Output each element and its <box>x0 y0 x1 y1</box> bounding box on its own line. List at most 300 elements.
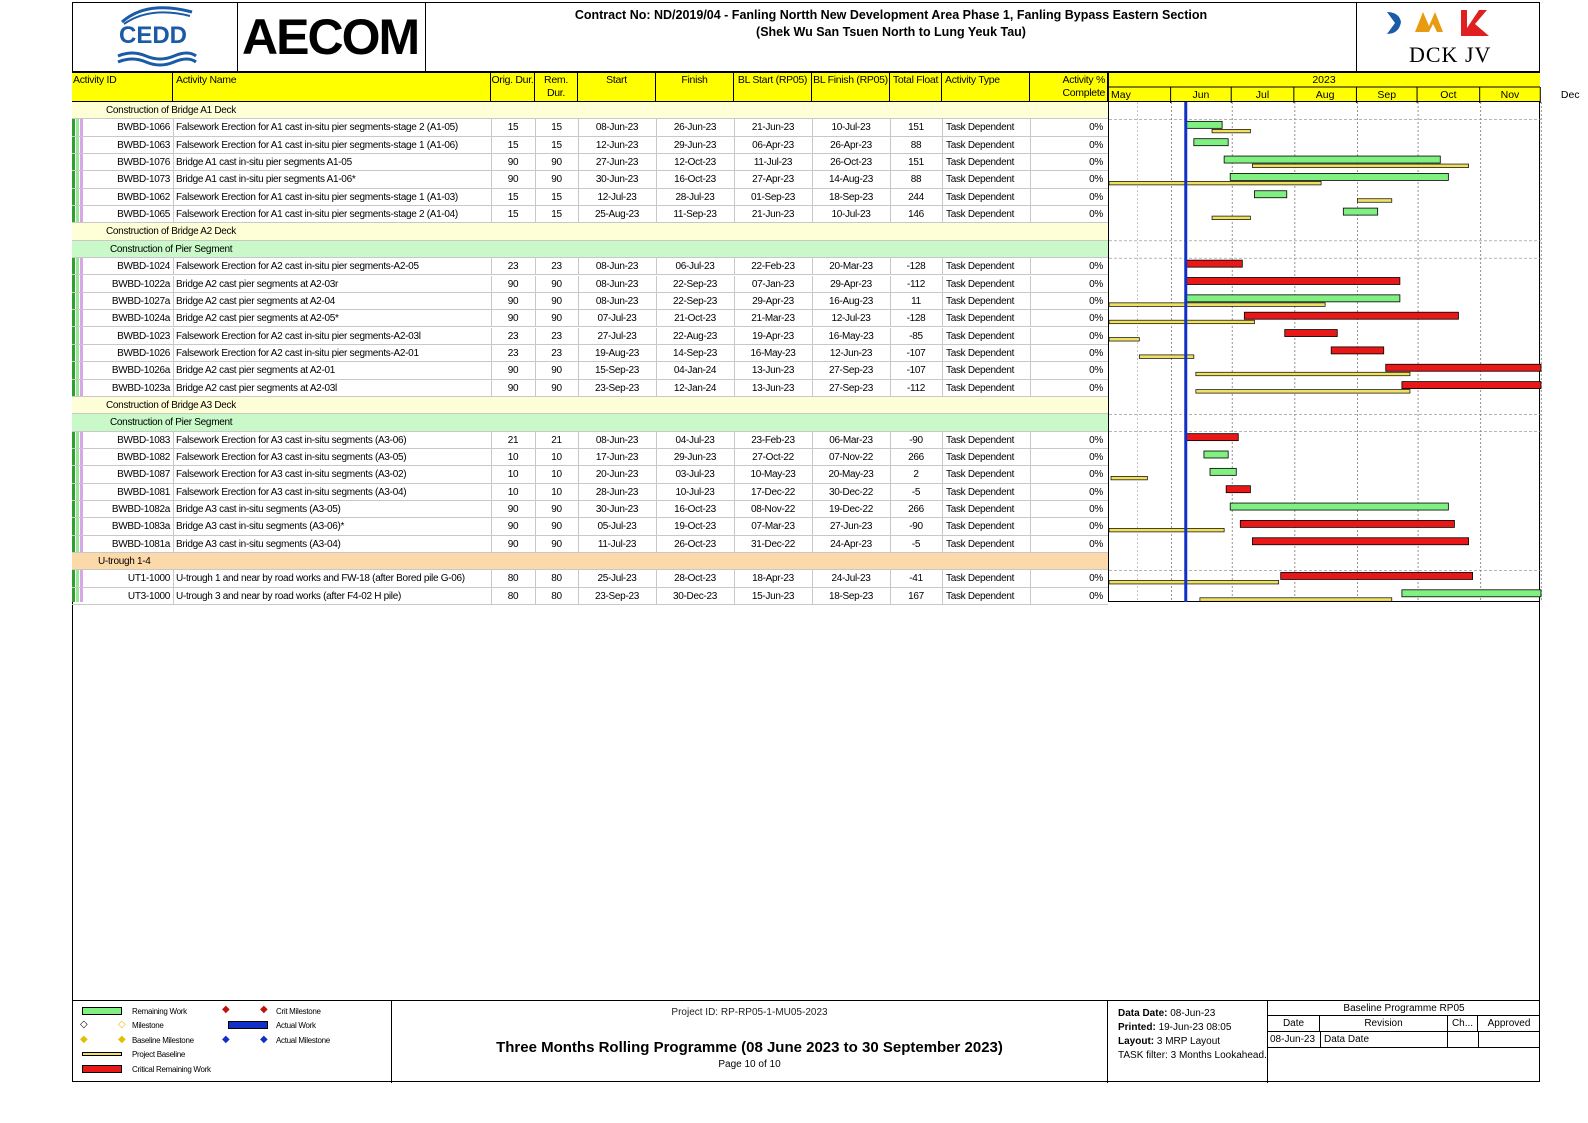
column-divider <box>890 362 891 379</box>
critical-bar <box>1186 434 1239 441</box>
column-divider <box>578 432 579 449</box>
column-divider <box>942 466 943 483</box>
month-label: Jul <box>1255 89 1270 101</box>
finish-cell: 04-Jan-24 <box>673 365 717 377</box>
column-divider <box>173 484 174 501</box>
wbs-group-row[interactable] <box>72 414 1108 431</box>
activity-id-cell: BWBD-1023 <box>117 330 170 342</box>
column-divider <box>491 206 492 223</box>
column-divider <box>535 588 536 605</box>
start-cell: 08-Jun-23 <box>595 278 639 290</box>
column-divider <box>535 119 536 136</box>
bl-start-cell: 10-May-23 <box>750 469 796 481</box>
column-divider <box>578 171 579 188</box>
activity-name-cell: Bridge A2 cast pier segments at A2-05* <box>176 313 339 325</box>
table-row[interactable] <box>72 501 1108 518</box>
table-row[interactable] <box>72 466 1108 483</box>
baseline-bar <box>1212 129 1250 133</box>
column-divider <box>734 518 735 535</box>
complete-cell: 0% <box>1089 452 1103 463</box>
column-divider <box>890 466 891 483</box>
activity-type-cell: Task Dependent <box>946 313 1015 325</box>
rev-header-approved: Approved <box>1487 1018 1531 1029</box>
col-activity-name[interactable]: Activity Name <box>173 73 491 103</box>
activity-id-cell: BWBD-1082 <box>117 452 170 463</box>
total-float-cell: -107 <box>906 347 926 359</box>
column-divider <box>491 293 492 310</box>
table-row[interactable] <box>72 570 1108 587</box>
column-divider <box>890 171 891 188</box>
finish-cell: 14-Sep-23 <box>673 347 717 359</box>
bl-finish-cell: 27-Sep-23 <box>829 365 873 377</box>
activity-name-cell: Bridge A2 cast pier segments at A2-04 <box>176 295 335 307</box>
column-divider <box>942 293 943 310</box>
remaining-bar <box>1186 121 1222 128</box>
bl-finish-cell: 18-Sep-23 <box>829 590 873 602</box>
activity-name-cell: Falsework Erection for A3 cast in-situ segments (A3-05) <box>176 452 407 463</box>
column-divider <box>1030 328 1031 345</box>
table-row[interactable] <box>72 293 1108 310</box>
bl-start-cell: 31-Dec-22 <box>751 538 795 550</box>
orig-dur-cell: 80 <box>507 590 519 602</box>
table-row[interactable] <box>72 380 1108 397</box>
bl-start-cell: 23-Feb-23 <box>751 434 795 446</box>
orig-dur-cell: 15 <box>507 209 519 221</box>
col-complete[interactable]: Activity % Complete <box>1030 73 1108 103</box>
legend-remaining-label: Remaining Work <box>132 1007 187 1016</box>
table-row[interactable] <box>72 206 1108 223</box>
bl-finish-cell: 16-May-23 <box>828 330 874 342</box>
baseline-bar <box>1109 181 1321 185</box>
col-total-float[interactable]: Total Float <box>890 73 942 103</box>
column-divider <box>578 449 579 466</box>
orig-dur-cell: 23 <box>507 347 519 359</box>
column-divider <box>656 484 657 501</box>
finish-cell: 29-Jun-23 <box>673 452 717 463</box>
task-filter: TASK filter: 3 Months Lookahead. <box>1118 1050 1267 1061</box>
column-divider <box>535 206 536 223</box>
table-row[interactable] <box>72 171 1108 188</box>
column-divider <box>535 432 536 449</box>
table-row[interactable] <box>72 484 1108 501</box>
column-divider <box>942 518 943 535</box>
column-divider <box>812 206 813 223</box>
orig-dur-cell: 90 <box>507 521 519 533</box>
finish-cell: 12-Jan-24 <box>673 382 717 394</box>
table-row[interactable] <box>72 310 1108 327</box>
legend-box <box>72 1001 392 1083</box>
wbs-group-row[interactable] <box>72 553 1108 570</box>
orig-dur-cell: 90 <box>507 174 519 186</box>
bl-start-cell: 07-Mar-23 <box>751 521 795 533</box>
column-divider <box>656 276 657 293</box>
finish-cell: 12-Oct-23 <box>674 157 716 169</box>
table-row[interactable] <box>72 119 1108 136</box>
bl-start-cell: 06-Apr-23 <box>752 139 794 151</box>
col-start[interactable]: Start <box>578 73 656 103</box>
baseline-bar <box>1196 390 1410 394</box>
column-divider <box>812 380 813 397</box>
table-row[interactable] <box>72 137 1108 154</box>
column-divider <box>491 518 492 535</box>
column-divider <box>1030 258 1031 275</box>
finish-cell: 11-Sep-23 <box>673 209 717 221</box>
orig-dur-cell: 90 <box>507 365 519 377</box>
start-cell: 08-Jun-23 <box>595 122 639 134</box>
column-divider <box>578 206 579 223</box>
complete-cell: 0% <box>1089 191 1103 203</box>
column-divider <box>890 119 891 136</box>
bl-start-cell: 27-Oct-22 <box>752 452 794 463</box>
data-date: 08-Jun-23 <box>1170 1008 1216 1019</box>
column-divider <box>578 119 579 136</box>
baseline-bar <box>1357 199 1391 203</box>
column-divider <box>656 171 657 188</box>
total-float-cell: 244 <box>908 191 924 203</box>
table-row[interactable] <box>72 189 1108 206</box>
column-divider <box>173 432 174 449</box>
col-finish[interactable]: Finish <box>656 73 734 103</box>
bl-finish-cell: 24-Jul-23 <box>831 573 871 585</box>
column-divider <box>1030 380 1031 397</box>
activity-type-cell: Task Dependent <box>946 278 1015 290</box>
column-divider <box>812 328 813 345</box>
critical-bar <box>1281 572 1473 579</box>
column-divider <box>812 276 813 293</box>
column-divider <box>173 588 174 605</box>
table-row[interactable] <box>72 518 1108 535</box>
column-divider <box>491 328 492 345</box>
column-divider <box>491 449 492 466</box>
column-divider <box>1030 206 1031 223</box>
aecom-logo: AECOM <box>238 2 426 72</box>
complete-cell: 0% <box>1089 382 1103 394</box>
table-row[interactable] <box>72 588 1108 605</box>
col-orig-dur[interactable]: Orig. Dur. <box>491 73 535 103</box>
month-label: Jun <box>1192 89 1210 101</box>
finish-cell: 16-Oct-23 <box>674 504 716 516</box>
start-cell: 27-Jun-23 <box>595 157 639 169</box>
project-id: Project ID: RP-RP05-1-MU05-2023 <box>671 1007 828 1018</box>
complete-cell: 0% <box>1089 139 1103 151</box>
rem-dur-cell: 10 <box>551 486 562 498</box>
finish-cell: 03-Jul-23 <box>675 469 715 481</box>
bl-finish-cell: 24-Apr-23 <box>830 538 872 550</box>
table-row[interactable] <box>72 328 1108 345</box>
column-divider <box>578 536 579 553</box>
column-divider <box>535 362 536 379</box>
bl-finish-cell: 10-Jul-23 <box>831 209 871 221</box>
column-divider <box>890 154 891 171</box>
column-divider <box>890 518 891 535</box>
column-divider <box>890 380 891 397</box>
wbs-group-name: U-trough 1-4 <box>98 556 151 568</box>
column-divider <box>1030 310 1031 327</box>
wbs-group-name: Construction of Pier Segment <box>110 243 233 255</box>
bl-finish-cell: 12-Jul-23 <box>831 313 871 325</box>
rev-header-revision: Revision <box>1320 1016 1448 1032</box>
table-row[interactable] <box>72 449 1108 466</box>
column-divider <box>173 276 174 293</box>
activity-name-cell: Falsework Erection for A1 cast in-situ pier segments-stage 2 (A1-04) <box>176 209 458 221</box>
orig-dur-cell: 23 <box>507 261 519 273</box>
column-divider <box>812 362 813 379</box>
column-divider <box>173 206 174 223</box>
start-cell: 30-Jun-23 <box>595 174 639 186</box>
total-float-cell: 88 <box>910 139 922 151</box>
activity-name-cell: Bridge A2 cast pier segments at A2-03l <box>176 382 337 394</box>
column-divider <box>1030 432 1031 449</box>
crit-milestone-icon-2: ◆ <box>260 1004 268 1015</box>
column-divider <box>578 501 579 518</box>
column-divider <box>578 588 579 605</box>
column-divider <box>656 449 657 466</box>
remaining-bar <box>1194 139 1228 146</box>
table-row[interactable] <box>72 432 1108 449</box>
column-divider <box>578 484 579 501</box>
total-float-cell: -5 <box>911 538 921 550</box>
wbs-group-row[interactable] <box>72 223 1108 240</box>
column-divider <box>173 171 174 188</box>
baseline-milestone-icon-2: ◆ <box>118 1034 126 1045</box>
column-divider <box>656 501 657 518</box>
start-cell: 08-Jun-23 <box>595 295 639 307</box>
wbs-group-row[interactable] <box>72 241 1108 258</box>
bl-start-cell: 27-Apr-23 <box>752 174 794 186</box>
activity-type-cell: Task Dependent <box>946 209 1015 221</box>
col-bl-start[interactable]: BL Start (RP05) <box>734 73 812 103</box>
rem-dur-cell: 21 <box>551 434 562 446</box>
column-divider <box>812 484 813 501</box>
column-divider <box>812 518 813 535</box>
activity-id-cell: BWBD-1023a <box>111 382 170 394</box>
column-divider <box>656 258 657 275</box>
rem-dur-cell: 10 <box>551 452 562 463</box>
bl-finish-cell: 06-Mar-23 <box>829 434 873 446</box>
column-divider <box>535 293 536 310</box>
baseline-bar <box>1111 476 1147 480</box>
table-row[interactable] <box>72 536 1108 553</box>
revision-title: Baseline Programme RP05 <box>1268 1001 1540 1016</box>
page-header <box>72 2 1540 72</box>
activity-name-cell: U-trough 1 and near by road works and FW-18 (after Bored pile G-06) <box>176 573 465 585</box>
bl-finish-cell: 26-Apr-23 <box>830 139 872 151</box>
column-divider <box>491 310 492 327</box>
column-divider <box>812 154 813 171</box>
remaining-bar <box>1230 503 1448 510</box>
complete-cell: 0% <box>1089 521 1103 533</box>
table-row[interactable] <box>72 154 1108 171</box>
bl-start-cell: 18-Apr-23 <box>752 573 794 585</box>
baseline-bar <box>1200 598 1392 602</box>
rem-dur-cell: 80 <box>551 573 562 585</box>
column-divider <box>734 484 735 501</box>
total-float-cell: 11 <box>911 295 921 307</box>
column-divider <box>173 328 174 345</box>
critical-bar <box>1240 520 1454 527</box>
cedd-logo: CEDD <box>72 2 238 72</box>
activity-id-cell: BWBD-1081a <box>111 538 170 550</box>
activity-type-cell: Task Dependent <box>946 330 1015 342</box>
column-divider <box>535 154 536 171</box>
finish-cell: 28-Jul-23 <box>675 191 715 203</box>
column-divider <box>734 380 735 397</box>
baseline-milestone-icon: ◆ <box>80 1034 88 1045</box>
column-divider <box>1030 362 1031 379</box>
activity-id-cell: UT1-1000 <box>127 573 170 585</box>
bl-start-cell: 19-Apr-23 <box>752 330 794 342</box>
column-divider <box>890 484 891 501</box>
activity-name-cell: Falsework Erection for A2 cast in-situ pier segments-A2-01 <box>176 347 419 359</box>
activity-name-cell: Falsework Erection for A3 cast in-situ segments (A3-02) <box>176 469 407 481</box>
start-cell: 08-Jun-23 <box>595 261 639 273</box>
total-float-cell: 167 <box>908 590 924 602</box>
column-divider <box>173 380 174 397</box>
column-divider <box>942 189 943 206</box>
column-divider <box>656 380 657 397</box>
complete-cell: 0% <box>1089 278 1103 290</box>
column-divider <box>942 137 943 154</box>
column-divider <box>1030 119 1031 136</box>
col-activity-type[interactable]: Activity Type <box>942 73 1030 103</box>
table-row[interactable] <box>72 362 1108 379</box>
column-divider <box>535 137 536 154</box>
column-divider <box>942 536 943 553</box>
orig-dur-cell: 90 <box>507 295 519 307</box>
activity-id-cell: BWBD-1087 <box>117 469 170 481</box>
month-label: Oct <box>1440 89 1457 101</box>
orig-dur-cell: 90 <box>507 278 519 290</box>
bl-finish-cell: 27-Sep-23 <box>829 382 873 394</box>
critical-bar <box>1331 347 1384 354</box>
activity-id-cell: BWBD-1082a <box>111 504 170 516</box>
start-cell: 08-Jun-23 <box>595 434 639 446</box>
column-divider <box>734 466 735 483</box>
column-divider <box>173 362 174 379</box>
column-divider <box>535 328 536 345</box>
col-activity-id[interactable]: Activity ID <box>72 73 173 103</box>
remaining-bar <box>1343 208 1377 215</box>
column-divider <box>656 206 657 223</box>
column-divider <box>578 328 579 345</box>
baseline-bar <box>1109 338 1139 342</box>
finish-cell: 28-Oct-23 <box>674 573 716 585</box>
column-divider <box>656 137 657 154</box>
complete-cell: 0% <box>1089 347 1103 359</box>
critical-bar <box>1402 382 1541 389</box>
footer-title-box <box>392 1001 1108 1083</box>
legend-baseline-swatch <box>82 1052 122 1056</box>
bl-finish-cell: 29-Apr-23 <box>830 278 872 290</box>
column-divider <box>734 328 735 345</box>
complete-cell: 0% <box>1089 365 1103 377</box>
column-divider <box>942 449 943 466</box>
start-cell: 15-Sep-23 <box>595 365 639 377</box>
column-divider <box>173 154 174 171</box>
rem-dur-cell: 15 <box>551 139 562 151</box>
col-rem-dur[interactable]: Rem. Dur. <box>535 73 578 103</box>
total-float-cell: -90 <box>909 521 923 533</box>
critical-bar <box>1226 486 1250 493</box>
month-label: May <box>1111 89 1131 101</box>
column-divider <box>491 466 492 483</box>
column-divider <box>890 276 891 293</box>
column-divider <box>812 570 813 587</box>
table-row[interactable] <box>72 345 1108 362</box>
bl-finish-cell: 10-Jul-23 <box>831 122 871 134</box>
rev-header-date: Date <box>1268 1016 1320 1032</box>
rem-dur-cell: 23 <box>551 330 562 342</box>
column-divider <box>173 466 174 483</box>
column-divider <box>942 345 943 362</box>
column-divider <box>734 293 735 310</box>
column-divider <box>1030 293 1031 310</box>
rem-dur-cell: 80 <box>551 590 562 602</box>
total-float-cell: -85 <box>909 330 923 342</box>
baseline-bar <box>1109 303 1325 307</box>
column-divider <box>812 171 813 188</box>
revision-table <box>1268 1001 1540 1083</box>
month-label: Nov <box>1500 89 1520 101</box>
column-divider <box>1030 588 1031 605</box>
activity-type-cell: Task Dependent <box>946 504 1015 516</box>
total-float-cell: -128 <box>906 261 926 273</box>
column-divider <box>173 189 174 206</box>
title-line-2: (Shek Wu San Tsuen North to Lung Yeuk Tau) <box>756 25 1026 39</box>
wbs-group-row[interactable] <box>72 102 1108 119</box>
wbs-group-row[interactable] <box>72 397 1108 414</box>
col-bl-finish[interactable]: BL Finish (RP05) <box>812 73 890 103</box>
column-divider <box>734 362 735 379</box>
rem-dur-cell: 90 <box>551 538 562 550</box>
legend-remaining-swatch <box>82 1007 122 1015</box>
column-divider <box>734 119 735 136</box>
column-divider <box>1030 484 1031 501</box>
activity-type-cell: Task Dependent <box>946 469 1015 481</box>
column-divider <box>173 345 174 362</box>
bl-start-cell: 11-Jul-23 <box>753 157 793 169</box>
activity-name-cell: Bridge A2 cast pier segments at A2-01 <box>176 365 335 377</box>
column-divider <box>734 276 735 293</box>
activity-id-cell: BWBD-1081 <box>117 486 170 498</box>
column-divider <box>535 380 536 397</box>
legend-baseline-label: Project Baseline <box>132 1050 186 1059</box>
column-divider <box>491 362 492 379</box>
table-row[interactable] <box>72 258 1108 275</box>
column-divider <box>812 449 813 466</box>
wbs-group-name: Construction of Bridge A3 Deck <box>106 399 236 411</box>
column-divider <box>656 328 657 345</box>
orig-dur-cell: 10 <box>507 486 519 498</box>
activity-id-cell: BWBD-1026 <box>117 347 170 359</box>
bl-start-cell: 21-Jun-23 <box>751 209 795 221</box>
activity-type-cell: Task Dependent <box>946 382 1015 394</box>
table-row[interactable] <box>72 276 1108 293</box>
column-divider <box>812 258 813 275</box>
activity-name-cell: Bridge A2 cast pier segments at A2-03r <box>176 278 339 290</box>
activity-name-cell: Falsework Erection for A1 cast in-situ pier segments-stage 2 (A1-05) <box>176 122 458 134</box>
baseline-bar <box>1196 372 1410 376</box>
column-divider <box>491 154 492 171</box>
column-divider <box>491 171 492 188</box>
column-divider <box>890 432 891 449</box>
legend-actual-milestone-label: Actual Milestone <box>276 1036 330 1045</box>
column-divider <box>812 501 813 518</box>
layout-name: 3 MRP Layout <box>1156 1036 1221 1047</box>
start-cell: 20-Jun-23 <box>595 469 639 481</box>
column-divider <box>890 536 891 553</box>
column-divider <box>890 206 891 223</box>
